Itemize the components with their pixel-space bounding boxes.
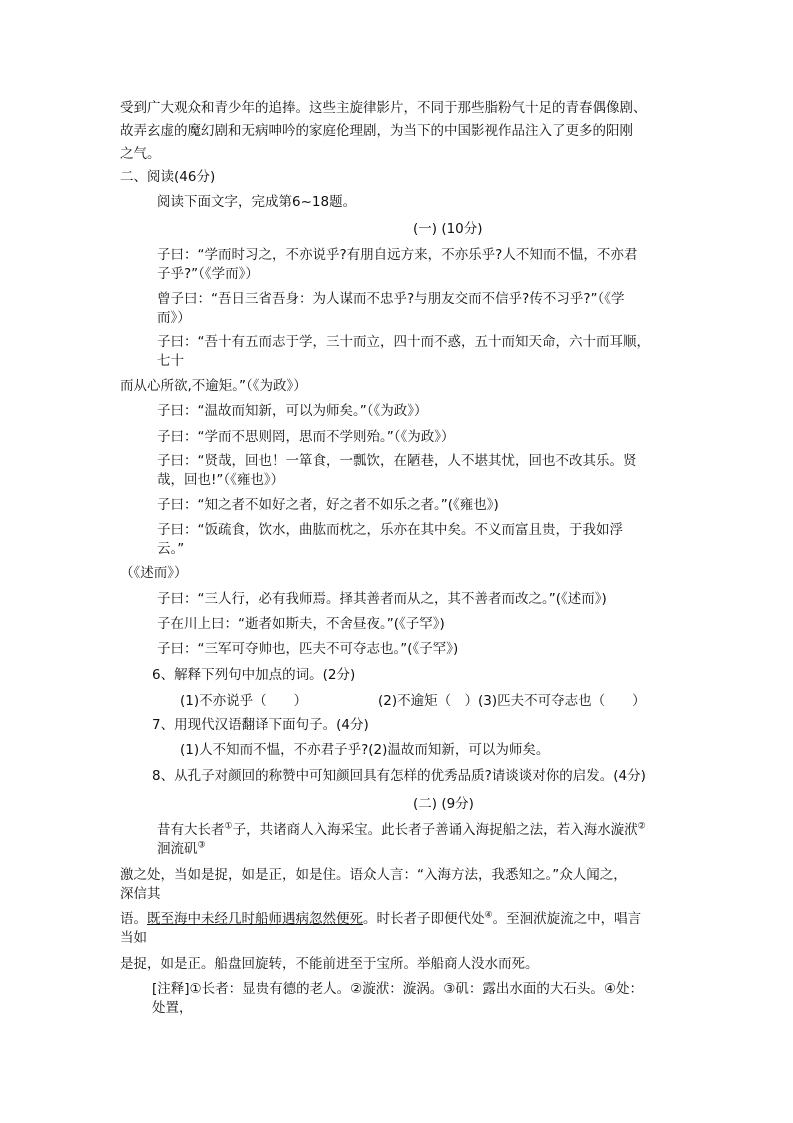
analects-3-line-2: 七十 bbox=[157, 353, 184, 369]
passage-line-3b: 当如 bbox=[120, 930, 147, 946]
part2-heading: (二) (9分) bbox=[413, 796, 474, 812]
instruction: 阅读下面文字，完成第6~18题。 bbox=[157, 194, 357, 210]
analects-8-line-1: 子曰：“饭疏食，饮水，曲肱而枕之，乐亦在其中矣。不义而富且贵，于我如浮 bbox=[157, 522, 623, 538]
annotation-line-1: [注释]①长者：显贵有德的老人。②漩洑：漩涡。③矶：露出水面的大石头。④处： bbox=[152, 981, 643, 997]
note-marker-2: ② bbox=[637, 821, 646, 832]
passage-line-4: 是捉，如是正。船盘回旋转，不能前进至于宝所。举船商人没水而死。 bbox=[120, 956, 539, 972]
intro-line-2: 故弄玄虚的魔幻剧和无病呻吟的家庭伦理剧，为当下的中国影视作品注入了更多的阳刚 bbox=[120, 123, 633, 139]
intro-line-1: 受到广大观众和青少年的追捧。这些主旋律影片，不同于那些脂粉气十足的青春偶像剧、 bbox=[120, 100, 647, 116]
passage-line-2b: 深信其 bbox=[120, 886, 161, 902]
analects-3-line-1: 子曰：“吾十有五而志于学，三十而立，四十而不惑，五十而知天命，六十而耳顺， bbox=[157, 334, 650, 350]
passage-line-2: 激之处，当如是捉，如是正，如是住。语众人言：“入海方法，我悉知之。”众人闻之， bbox=[120, 867, 627, 883]
passage-line-1: 昔有大长者①子，共诸商人入海采宝。此长者子善诵入海捉船之法，若入海水漩洑② bbox=[157, 821, 646, 838]
note-marker-1: ① bbox=[224, 821, 233, 832]
underlined-sentence: 既至海中未经几时船师遇病忽然便死 bbox=[147, 911, 363, 927]
analects-8-line-2: 云。” bbox=[157, 541, 185, 557]
question-6-item-2: (2)不逾矩（ ） bbox=[378, 693, 479, 709]
note-marker-3: ③ bbox=[197, 840, 206, 851]
analects-7: 子曰：“知之者不如好之者，好之者不如乐之者。”(《雍也》) bbox=[157, 497, 499, 513]
part1-heading: (一) (10分) bbox=[413, 221, 483, 237]
intro-line-3: 之气。 bbox=[120, 146, 161, 162]
question-7-stem: 7、用现代汉语翻译下面句子。(4分) bbox=[152, 717, 369, 733]
note-marker-4: ④ bbox=[484, 910, 493, 921]
annotation-line-2: 处置， bbox=[152, 1000, 193, 1016]
analects-2-line-1: 曾子曰：“吾日三省吾身：为人谋而不忠乎?与朋友交而不信乎?传不习乎?”（《学 bbox=[157, 291, 625, 307]
section-heading: 二、阅读(46分) bbox=[120, 169, 216, 185]
question-6-item-3: (3)匹夫不可夺志也（ ） bbox=[478, 693, 646, 709]
analects-5: 子曰：“学而不思则罔，思而不学则殆。”（《为政》） bbox=[157, 429, 455, 445]
analects-11: 子曰：“三军可夺帅也，匹夫不可夺志也。”(《子罕》) bbox=[157, 641, 459, 657]
question-7-items: (1)人不知而不愠，不亦君子乎?(2)温故而知新，可以为师矣。 bbox=[180, 742, 550, 758]
analects-3-line-3: 而从心所欲,不逾矩。”（《为政》） bbox=[120, 378, 307, 394]
analects-8-line-3: （《述而》） bbox=[120, 565, 188, 581]
analects-6-line-2: 哉，回也!”（《雍也》） bbox=[157, 472, 285, 488]
analects-9: 子曰：“三人行，必有我师焉。择其善者而从之，其不善者而改之。”(《述而》) bbox=[157, 591, 607, 607]
analects-2-line-2: 而》） bbox=[157, 310, 191, 326]
analects-1-line-1: 子曰：“学而时习之，不亦说乎?有朋自远方来，不亦乐乎?人不知而不愠，不亦君 bbox=[157, 247, 638, 263]
question-6-stem: 6、解释下列句中加点的词。(2分) bbox=[152, 667, 356, 683]
question-6-item-1: (1)不亦说乎（ ） bbox=[180, 693, 308, 709]
analects-4: 子曰：“温故而知新，可以为师矣。”（《为政》） bbox=[157, 403, 428, 419]
passage-line-1b: 洄流矶③ bbox=[157, 840, 206, 857]
analects-10: 子在川上曰：“逝者如斯夫，不舍昼夜。”(《子罕》) bbox=[157, 616, 445, 632]
analects-1-line-2: 子乎?”（《学而》） bbox=[157, 266, 259, 282]
question-8-stem: 8、从孔子对颜回的称赞中可知颜回具有怎样的优秀品质?请谈谈对你的启发。(4分) bbox=[152, 768, 646, 784]
analects-6-line-1: 子曰：“贤哉，回也！一箪食，一瓢饮，在陋巷，人不堪其忧，回也不改其乐。贤 bbox=[157, 453, 637, 469]
passage-line-3: 语。既至海中未经几时船师遇病忽然便死。时长者子即便代处④。至洄洑旋流之中，唱言 bbox=[120, 910, 642, 927]
